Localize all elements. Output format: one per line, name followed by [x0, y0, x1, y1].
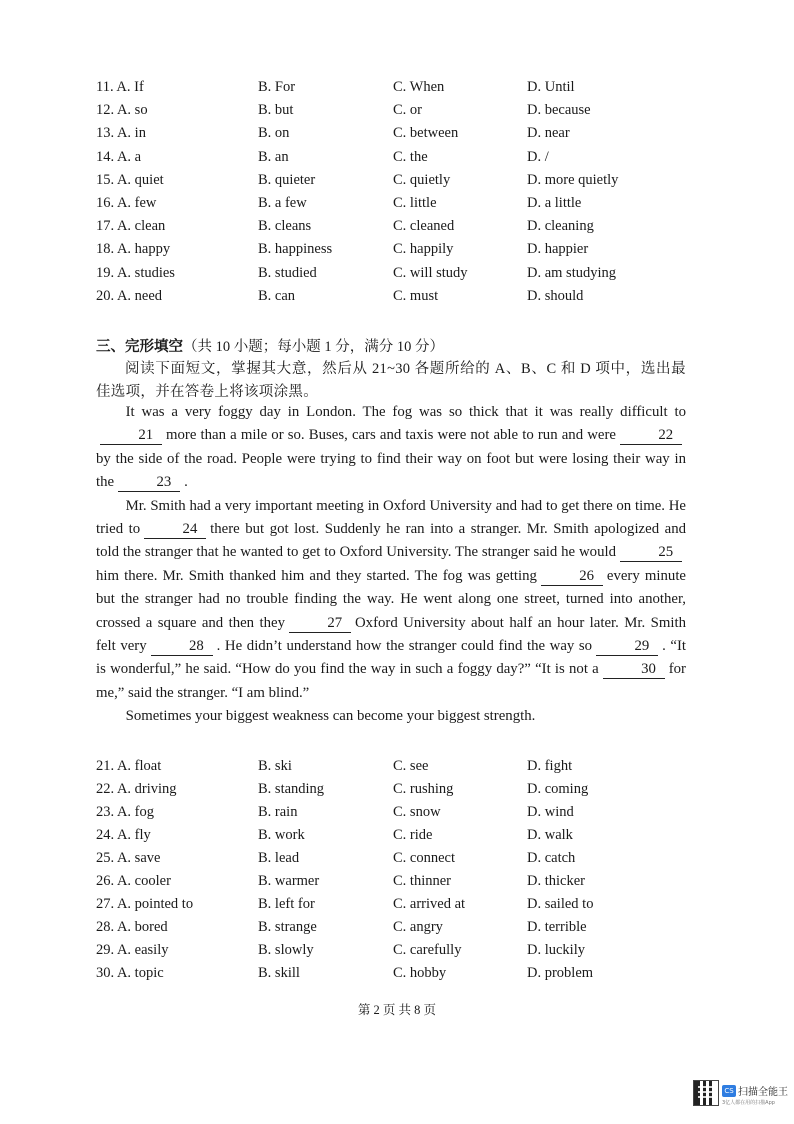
blank-29: 29 [596, 638, 658, 656]
option-c: C. snow [393, 804, 441, 820]
option-row [96, 755, 736, 778]
blank-21: 21 [100, 427, 162, 445]
blank-25: 25 [620, 544, 682, 562]
option-a: 11. A. If [96, 79, 144, 95]
blank-23: 23 [118, 474, 180, 492]
option-a: 26. A. cooler [96, 873, 171, 889]
option-a: 30. A. topic [96, 965, 164, 981]
option-c: C. or [393, 102, 422, 119]
section-instruction: 阅读下面短文，掌握其大意，然后从 21~30 各题所给的 A、B、C 和 D 项中，选出最佳选项，并在答卷上将该项涂黑。 [96, 361, 686, 400]
option-d: D. am studying [527, 264, 617, 281]
option-b: B. rain [258, 804, 298, 820]
section-score-note: （共 10 小题；每小题 1 分，满分 10 分） [183, 339, 444, 355]
option-c: C. between [393, 125, 459, 142]
option-d: D. a little [527, 194, 582, 211]
options-list-11-20 [96, 76, 736, 308]
option-c: C. arrived at [393, 896, 466, 912]
option-d: D. should [527, 287, 584, 304]
option-a: 25. A. save [96, 850, 161, 866]
option-a: 12. A. so [96, 102, 148, 119]
option-b: B. a few [258, 194, 307, 211]
option-d: D. fight [527, 758, 573, 774]
blank-30: 30 [603, 661, 665, 679]
option-row [96, 916, 736, 939]
option-a: 29. A. easily [96, 942, 169, 958]
page-footer: 第 2 页 共 8 页 [357, 1003, 437, 1017]
option-d: D. wind [527, 804, 574, 820]
option-row [96, 76, 736, 99]
option-d: D. because [527, 102, 591, 119]
option-c: C. When [393, 79, 445, 95]
option-a: 19. A. studies [96, 264, 175, 281]
option-a: 21. A. float [96, 758, 162, 774]
option-row [96, 238, 736, 261]
option-b: B. cleans [258, 218, 312, 235]
blank-24: 24 [144, 521, 206, 539]
option-a: 23. A. fog [96, 804, 154, 820]
option-d: D. catch [527, 850, 576, 866]
option-a: 17. A. clean [96, 218, 166, 235]
option-c: C. little [393, 194, 437, 211]
option-d: D. happier [527, 241, 589, 258]
option-b: B. slowly [258, 942, 314, 958]
option-row [96, 893, 736, 916]
option-b: B. work [258, 827, 305, 843]
option-c: C. connect [393, 850, 456, 866]
passage-paragraph-2: Mr. Smith had a very important meeting in Oxford University and had to get there on time. He tried to 24 there but got lost. Suddenly he ran into a stranger. Mr. Smith apologized and told the stranger that he wanted to get to Oxford University. The stranger said he would 25him there. Mr. Smith thanked him and they started. The fog was getting 26 every minute but the stranger had no trouble finding the way. He went along one street, turned into another, crossed a square and then they 27 Oxford University about half an hour later. Mr. Smith felt very 28 . He didn’t understand how the stranger could find the way so 29 . “It is wonderful,” he said. “How do you find the way in such a foggy day?” “It is not a 30 for me,” said the stranger. “I am blind.” [96, 497, 687, 701]
option-row [96, 146, 736, 169]
option-c: C. the [393, 148, 428, 165]
option-d: D. near [527, 125, 570, 142]
qr-code-icon [693, 1080, 719, 1106]
option-a: 28. A. bored [96, 919, 168, 935]
cloze-passage [96, 401, 686, 729]
option-c: C. happily [393, 241, 454, 258]
option-b: B. ski [258, 758, 292, 774]
option-row [96, 122, 736, 145]
option-a: 16. A. few [96, 194, 157, 211]
option-row [96, 169, 736, 192]
option-d: D. thicker [527, 873, 585, 889]
option-d: D. Until [527, 79, 575, 95]
option-c: C. rushing [393, 781, 454, 797]
option-row [96, 824, 736, 847]
option-row [96, 801, 736, 824]
section-title: 三、完形填空 [96, 339, 183, 355]
option-b: B. standing [258, 781, 325, 797]
option-c: C. ride [393, 827, 433, 843]
camscanner-name: 扫描全能王 [738, 1087, 788, 1098]
option-b: B. quieter [258, 171, 316, 188]
option-a: 20. A. need [96, 287, 163, 304]
option-d: D. problem [527, 965, 594, 981]
camscanner-tagline: 3亿人都在用的扫描App [722, 1100, 775, 1106]
option-a: 22. A. driving [96, 781, 177, 797]
option-b: B. studied [258, 264, 317, 281]
option-row [96, 778, 736, 801]
option-b: B. strange [258, 919, 317, 935]
option-b: B. lead [258, 850, 300, 866]
option-d: D. cleaning [527, 218, 594, 235]
option-d: D. / [527, 148, 549, 165]
option-c: C. see [393, 758, 429, 774]
option-row [96, 962, 736, 985]
option-b: B. warmer [258, 873, 320, 889]
option-b: B. can [258, 287, 296, 304]
blank-26: 26 [541, 568, 603, 586]
option-b: B. but [258, 102, 294, 119]
passage-paragraph-3: Sometimes your biggest weakness can become your biggest strength. [125, 708, 536, 725]
option-d: D. coming [527, 781, 589, 797]
option-b: B. an [258, 148, 289, 165]
option-row [96, 215, 736, 238]
option-row [96, 870, 736, 893]
option-c: C. quietly [393, 171, 451, 188]
option-c: C. thinner [393, 873, 451, 889]
option-c: C. must [393, 287, 439, 304]
option-a: 14. A. a [96, 148, 142, 165]
option-a: 24. A. fly [96, 827, 151, 843]
camscanner-logo: CS [722, 1085, 736, 1097]
option-c: C. hobby [393, 965, 447, 981]
option-row [96, 192, 736, 215]
option-a: 18. A. happy [96, 241, 171, 258]
option-d: D. terrible [527, 919, 587, 935]
option-row [96, 847, 736, 870]
option-b: B. For [258, 79, 296, 95]
blank-28: 28 [151, 638, 213, 656]
option-d: D. walk [527, 827, 573, 843]
option-d: D. luckily [527, 942, 585, 958]
passage-paragraph-1: It was a very foggy day in London. The fog was so thick that it was really difficult to21 more than a mile or so. Buses, cars and taxis were not able to run and were 22by the side of the road. People were trying to find their way on foot but were losing their way in the 23 . [96, 404, 686, 491]
option-d: D. more quietly [527, 171, 619, 188]
option-b: B. left for [258, 896, 315, 912]
option-c: C. carefully [393, 942, 462, 958]
option-c: C. cleaned [393, 218, 455, 235]
option-b: B. happiness [258, 241, 333, 258]
option-b: B. on [258, 125, 290, 142]
blank-27: 27 [289, 615, 351, 633]
option-a: 27. A. pointed to [96, 896, 194, 912]
option-row [96, 939, 736, 962]
option-c: C. will study [393, 264, 468, 281]
options-list-21-30 [96, 755, 736, 985]
option-a: 13. A. in [96, 125, 146, 142]
option-b: B. skill [258, 965, 300, 981]
blank-22: 22 [620, 427, 682, 445]
option-d: D. sailed to [527, 896, 594, 912]
option-row [96, 285, 736, 308]
option-c: C. angry [393, 919, 443, 935]
option-row [96, 99, 736, 122]
option-row [96, 262, 736, 285]
section-heading [96, 337, 444, 357]
option-a: 15. A. quiet [96, 171, 164, 188]
